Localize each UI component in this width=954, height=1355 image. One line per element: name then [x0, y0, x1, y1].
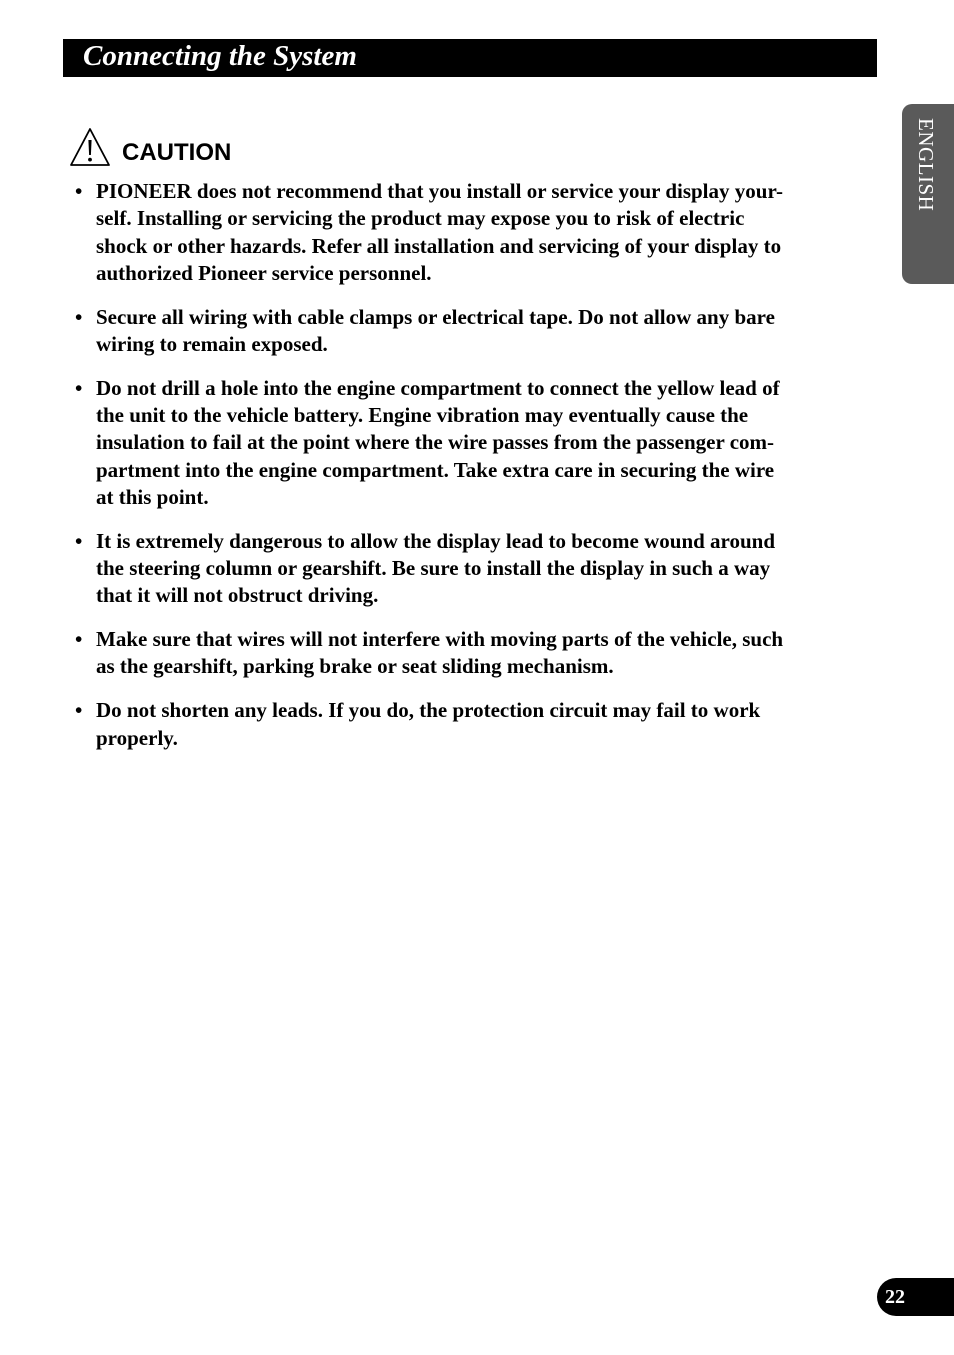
- caution-item: [75, 178, 850, 287]
- caution-item-line: wiring to remain exposed.: [96, 331, 328, 356]
- caution-item: [75, 626, 850, 681]
- caution-item-line: at this point.: [96, 484, 209, 509]
- caution-label: CAUTION: [122, 139, 232, 166]
- caution-item: [75, 304, 850, 359]
- bullet-mark: •: [75, 304, 83, 329]
- caution-item-line: as the gearshift, parking brake or seat sliding mechanism.: [96, 654, 614, 679]
- caution-item-line: the steering column or gearshift. Be sure to install the display in such a way: [96, 556, 771, 581]
- caution-item: [75, 528, 850, 610]
- bullet-mark: •: [75, 698, 83, 723]
- bullet-mark: •: [75, 179, 83, 203]
- page-number: 22: [885, 1286, 905, 1308]
- bullet-mark: •: [75, 528, 83, 553]
- caution-item-line: Make sure that wires will not interfere with moving parts of the vehicle, such: [96, 627, 784, 652]
- caution-item-line: the unit to the vehicle battery. Engine vibration may eventually cause the: [96, 403, 749, 428]
- caution-item-line: It is extremely dangerous to allow the display lead to become wound around: [96, 528, 776, 553]
- section-title-bar: [63, 39, 877, 77]
- caution-item: [75, 375, 850, 511]
- language-label: ENGLISH: [914, 118, 938, 212]
- bullet-mark: •: [75, 375, 83, 400]
- bullet-mark: •: [75, 627, 83, 652]
- caution-item-line: self. Installing or servicing the product may expose you to risk of electric: [96, 206, 745, 231]
- caution-item-line: properly.: [96, 725, 178, 750]
- language-side-tab: [902, 104, 954, 284]
- caution-item-line: partment into the engine compartment. Take extra care in securing the wire: [96, 457, 775, 482]
- caution-item-line: Secure all wiring with cable clamps or electrical tape. Do not allow any bare: [96, 304, 775, 329]
- caution-item-line: shock or other hazards. Refer all installation and servicing of your display to: [96, 233, 782, 258]
- caution-heading: [68, 122, 231, 168]
- caution-item: [75, 697, 850, 752]
- caution-bullet-list: [75, 178, 850, 768]
- page-title: Connecting the System: [83, 40, 357, 72]
- caution-item-line: authorized Pioneer service personnel.: [96, 260, 432, 285]
- caution-item-line: insulation to fail at the point where the wire passes from the passenger com-: [96, 430, 774, 455]
- page-number-tab: [877, 1278, 954, 1316]
- warning-triangle-icon: [68, 126, 112, 168]
- caution-item-line: PIONEER does not recommend that you install or service your display your-: [96, 179, 783, 203]
- caution-item-line: that it will not obstruct driving.: [96, 583, 379, 608]
- caution-item-line: Do not shorten any leads. If you do, the protection circuit may fail to work: [96, 698, 761, 723]
- caution-item-line: Do not drill a hole into the engine compartment to connect the yellow lead of: [96, 375, 780, 400]
